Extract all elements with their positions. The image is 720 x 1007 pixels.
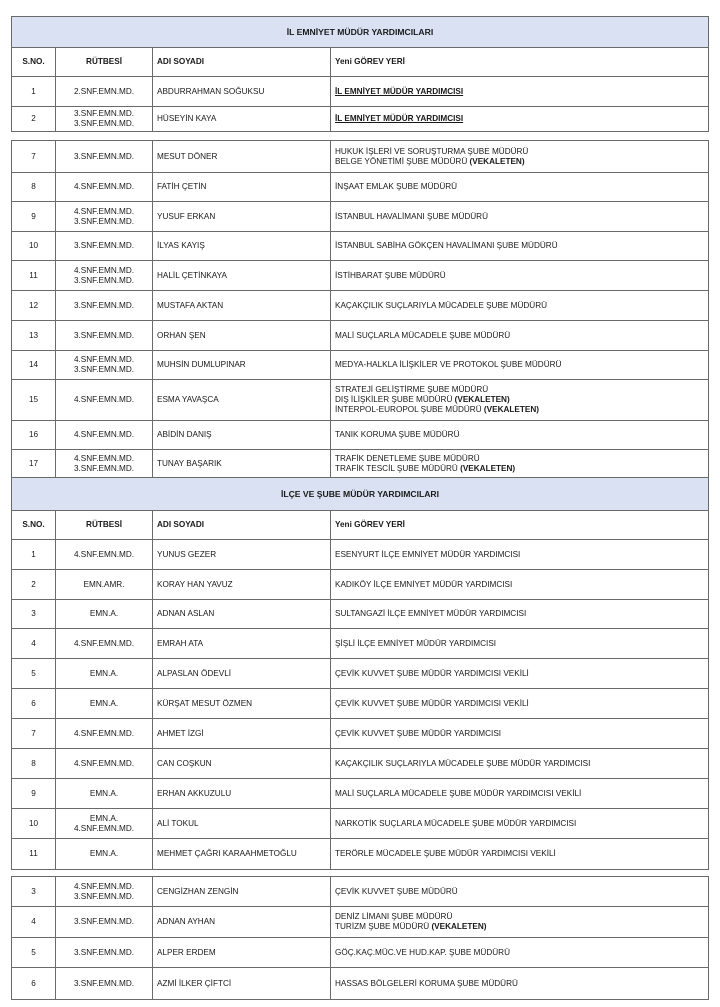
table-row (12, 202, 709, 232)
rank-line: 3.SNF.EMN.MD. (73, 917, 135, 926)
post-line (335, 360, 704, 370)
row-rank (56, 907, 153, 938)
row-name: AHMET İZGİ (153, 719, 331, 749)
post-line (335, 464, 704, 474)
row-name: ALİ TOKUL (153, 809, 331, 839)
row-post (331, 291, 709, 321)
table-row (12, 107, 709, 132)
rank-line: EMN.A. (89, 788, 119, 798)
table-row (12, 689, 709, 719)
rank-line: 3.SNF.EMN.MD. (73, 300, 135, 310)
header-name: ADI SOYADI (153, 511, 331, 540)
post-line (335, 271, 704, 281)
row-post (331, 261, 709, 291)
post-text: KAÇAKÇILIK SUÇLARIYLA MÜCADELE ŞUBE MÜDÜR YARDIMCISI (335, 758, 591, 768)
post-text: KADIKÖY İLÇE EMNİYET MÜDÜR YARDIMCISI (335, 579, 513, 589)
row-sno: 4 (12, 907, 56, 938)
row-sno: 3 (12, 877, 56, 907)
rank-line: 3.SNF.EMN.MD. (73, 119, 135, 128)
post-line (335, 212, 704, 222)
header-post: Yeni GÖREV YERİ (331, 48, 709, 77)
row-post (331, 659, 709, 689)
row-name: YUSUF ERKAN (153, 202, 331, 232)
rank-line: 3.SNF.EMN.MD. (73, 464, 135, 473)
row-rank (56, 968, 153, 1000)
rank-line: 3.SNF.EMN.MD. (73, 891, 135, 901)
post-line (335, 922, 704, 932)
post-text: TANIK KORUMA ŞUBE MÜDÜRÜ (335, 430, 460, 439)
row-name: MEHMET ÇAĞRI KARAAHMETOĞLU (153, 839, 331, 870)
rank-line: 4.SNF.EMN.MD. (73, 758, 135, 768)
row-rank (56, 719, 153, 749)
row-rank (56, 600, 153, 629)
rank-line: 2.SNF.EMN.MD. (73, 86, 135, 96)
row-rank (56, 839, 153, 870)
rank-line: 4.SNF.EMN.MD. (73, 638, 135, 648)
row-sno: 2 (12, 107, 56, 132)
post-line (335, 639, 704, 649)
acting-badge: (VEKALETEN) (454, 395, 510, 404)
acting-badge: (VEKALETEN) (460, 464, 516, 473)
post-text: İNŞAAT EMLAK ŞUBE MÜDÜRÜ (335, 182, 458, 191)
rank-line: 3.SNF.EMN.MD. (73, 330, 135, 340)
rank-line: EMN.A. (89, 849, 119, 858)
rank-line: 4.SNF.EMN.MD. (73, 355, 135, 364)
row-name: İLYAS KAYIŞ (153, 232, 331, 261)
table-row (12, 629, 709, 659)
header-sno: S.NO. (12, 511, 56, 540)
table-row (12, 261, 709, 291)
row-name: MESUT DÖNER (153, 141, 331, 173)
acting-badge: (VEKALETEN) (483, 405, 539, 414)
rank-line: EMN.A. (89, 609, 119, 618)
post-text: İNTERPOL-EUROPOL ŞUBE MÜDÜRÜ (335, 405, 484, 414)
post-line (335, 331, 704, 341)
post-text: ESENYURT İLÇE EMNİYET MÜDÜR YARDIMCISI (335, 549, 521, 559)
table-row (12, 380, 709, 421)
header-post: Yeni GÖREV YERİ (331, 511, 709, 540)
rank-line: 3.SNF.EMN.MD. (73, 109, 135, 118)
rank-line: 4.SNF.EMN.MD. (73, 881, 135, 891)
acting-badge: (VEKALETEN) (469, 156, 525, 166)
table-row (12, 659, 709, 689)
post-line (335, 430, 704, 440)
post-text: MEDYA-HALKLA İLİŞKİLER VE PROTOKOL ŞUBE MÜDÜRÜ (335, 360, 562, 369)
post-text: İSTİHBARAT ŞUBE MÜDÜRÜ (335, 270, 446, 280)
rank-line: 4.SNF.EMN.MD. (73, 454, 135, 463)
row-rank (56, 779, 153, 809)
row-rank (56, 321, 153, 351)
table-row (12, 173, 709, 202)
table-row (12, 232, 709, 261)
row-name: YUNUS GEZER (153, 540, 331, 570)
row-post (331, 570, 709, 600)
post-text: DIŞ İLİŞKİLER ŞUBE MÜDÜRÜ (335, 395, 455, 404)
post-text: ŞİŞLİ İLÇE EMNİYET MÜDÜR YARDIMCISI (335, 638, 497, 648)
row-rank (56, 659, 153, 689)
section-title: İLÇE VE ŞUBE MÜDÜR YARDIMCILARI (12, 478, 709, 511)
row-sno: 1 (12, 540, 56, 570)
row-rank (56, 351, 153, 380)
post-line (335, 669, 704, 679)
post-text: İSTANBUL SABİHA GÖKÇEN HAVALİMANI ŞUBE MÜDÜRÜ (335, 241, 558, 250)
table-row (12, 839, 709, 870)
row-name: ADNAN ASLAN (153, 600, 331, 629)
post-line (335, 147, 704, 157)
row-rank (56, 689, 153, 719)
row-post (331, 107, 709, 132)
post-line (335, 729, 704, 739)
row-post (331, 141, 709, 173)
row-rank (56, 380, 153, 421)
row-sno: 14 (12, 351, 56, 380)
post-text: BELGE YÖNETİMİ ŞUBE MÜDÜRÜ (335, 156, 470, 166)
row-sno: 10 (12, 232, 56, 261)
row-sno: 6 (12, 968, 56, 1000)
rank-line: EMN.A. (89, 668, 119, 678)
post-line (335, 241, 704, 251)
post-line (335, 699, 704, 709)
post-text: TERÖRLE MÜCADELE ŞUBE MÜDÜR YARDIMCISI VEKİLİ (335, 849, 556, 858)
row-rank (56, 570, 153, 600)
post-text: İSTANBUL HAVALİMANI ŞUBE MÜDÜRÜ (335, 211, 489, 221)
row-post (331, 749, 709, 779)
rank-line: 4.SNF.EMN.MD. (73, 430, 135, 439)
header-row (12, 511, 709, 540)
rank-line: 4.SNF.EMN.MD. (73, 182, 135, 191)
rank-line: 4.SNF.EMN.MD. (73, 395, 135, 404)
row-sno: 12 (12, 291, 56, 321)
post-text: ÇEVİK KUVVET ŞUBE MÜDÜR YARDIMCISI VEKİLİ (335, 668, 529, 678)
header-name: ADI SOYADI (153, 48, 331, 77)
ilce-sube-mudur-yardimcilari-table (11, 477, 709, 870)
sube-mudurleri-table-continued (11, 876, 709, 1000)
header-rank: RÜTBESİ (56, 48, 153, 77)
row-post (331, 202, 709, 232)
row-post (331, 77, 709, 107)
table-row (12, 877, 709, 907)
row-sno: 10 (12, 809, 56, 839)
row-name: ESMA YAVAŞCA (153, 380, 331, 421)
row-name: ABDURRAHMAN SOĞUKSU (153, 77, 331, 107)
section-title-row (12, 478, 709, 511)
table-row (12, 779, 709, 809)
post-line (335, 157, 704, 167)
post-text: İL EMNİYET MÜDÜR YARDIMCISI (335, 86, 464, 96)
row-sno: 3 (12, 600, 56, 629)
header-sno: S.NO. (12, 48, 56, 77)
post-text: KAÇAKÇILIK SUÇLARIYLA MÜCADELE ŞUBE MÜDÜRÜ (335, 300, 548, 310)
post-text: İL EMNİYET MÜDÜR YARDIMCISI (335, 114, 464, 123)
row-post (331, 351, 709, 380)
row-name: FATİH ÇETİN (153, 173, 331, 202)
row-sno: 11 (12, 839, 56, 870)
row-sno: 15 (12, 380, 56, 421)
post-text: MALİ SUÇLARLA MÜCADELE ŞUBE MÜDÜR YARDIMCISI VEKİLİ (335, 788, 582, 798)
row-sno: 13 (12, 321, 56, 351)
row-rank (56, 261, 153, 291)
post-text: TURİZM ŞUBE MÜDÜRÜ (335, 922, 432, 931)
row-rank (56, 450, 153, 479)
post-text: STRATEJİ GELİŞTİRME ŞUBE MÜDÜRÜ (335, 385, 489, 394)
table-row (12, 421, 709, 450)
row-post (331, 450, 709, 479)
post-text: MALİ SUÇLARLA MÜCADELE ŞUBE MÜDÜRÜ (335, 330, 511, 340)
post-line (335, 580, 704, 590)
table-row (12, 749, 709, 779)
rank-line: 4.SNF.EMN.MD. (73, 206, 135, 216)
row-rank (56, 809, 153, 839)
table-row (12, 540, 709, 570)
post-line (335, 609, 704, 619)
post-line (335, 405, 704, 415)
row-name: ADNAN AYHAN (153, 907, 331, 938)
row-post (331, 877, 709, 907)
post-text: ÇEVİK KUVVET ŞUBE MÜDÜR YARDIMCISI (335, 728, 502, 738)
post-line (335, 454, 704, 464)
row-rank (56, 421, 153, 450)
row-sno: 8 (12, 173, 56, 202)
post-line (335, 819, 704, 829)
row-sno: 9 (12, 202, 56, 232)
post-text: DENİZ LİMANI ŞUBE MÜDÜRÜ (335, 912, 453, 921)
post-text: TRAFİK TESCİL ŞUBE MÜDÜRÜ (335, 464, 461, 473)
row-name: AZMİ İLKER ÇİFTCİ (153, 968, 331, 1000)
row-name: HÜSEYİN KAYA (153, 107, 331, 132)
row-sno: 11 (12, 261, 56, 291)
row-sno: 8 (12, 749, 56, 779)
post-line (335, 912, 704, 922)
row-sno: 2 (12, 570, 56, 600)
row-post (331, 421, 709, 450)
post-line (335, 979, 704, 989)
header-rank: RÜTBESİ (56, 511, 153, 540)
row-name: EMRAH ATA (153, 629, 331, 659)
row-sno: 7 (12, 141, 56, 173)
row-name: MUHSİN DUMLUPINAR (153, 351, 331, 380)
table-row (12, 351, 709, 380)
row-rank (56, 77, 153, 107)
row-post (331, 968, 709, 1000)
row-post (331, 689, 709, 719)
table-row (12, 450, 709, 479)
row-rank (56, 232, 153, 261)
post-text: HASSAS BÖLGELERİ KORUMA ŞUBE MÜDÜRÜ (335, 978, 518, 988)
post-line (335, 789, 704, 799)
il-sube-mudurleri-table (11, 140, 709, 479)
row-post (331, 232, 709, 261)
table-row (12, 77, 709, 107)
row-sno: 9 (12, 779, 56, 809)
rank-line: 3.SNF.EMN.MD. (73, 216, 135, 226)
rank-line: EMN.AMR. (83, 579, 125, 589)
row-post (331, 779, 709, 809)
row-post (331, 600, 709, 629)
post-line (335, 550, 704, 560)
row-name: MUSTAFA AKTAN (153, 291, 331, 321)
section-title-row (12, 17, 709, 48)
row-sno: 16 (12, 421, 56, 450)
table-row (12, 968, 709, 1000)
row-name: KÜRŞAT MESUT ÖZMEN (153, 689, 331, 719)
row-name: ERHAN AKKUZULU (153, 779, 331, 809)
row-post (331, 629, 709, 659)
row-post (331, 907, 709, 938)
acting-badge: (VEKALETEN) (431, 922, 487, 931)
rank-line: EMN.A. (89, 813, 119, 823)
row-post (331, 321, 709, 351)
post-line (335, 114, 704, 124)
rank-line: 3.SNF.EMN.MD. (73, 365, 135, 374)
table-row (12, 291, 709, 321)
rank-line: 4.SNF.EMN.MD. (73, 728, 135, 738)
table-row (12, 938, 709, 968)
row-post (331, 809, 709, 839)
row-rank (56, 938, 153, 968)
row-sno: 1 (12, 77, 56, 107)
row-sno: 17 (12, 450, 56, 479)
post-line (335, 87, 704, 97)
post-line (335, 849, 704, 859)
post-text: SULTANGAZİ İLÇE EMNİYET MÜDÜR YARDIMCISI (335, 609, 527, 618)
row-sno: 5 (12, 938, 56, 968)
rank-line: 3.SNF.EMN.MD. (73, 978, 135, 988)
row-rank (56, 202, 153, 232)
row-rank (56, 629, 153, 659)
rank-line: 4.SNF.EMN.MD. (73, 265, 135, 275)
row-rank (56, 107, 153, 132)
row-rank (56, 540, 153, 570)
row-post (331, 938, 709, 968)
row-sno: 5 (12, 659, 56, 689)
header-row (12, 48, 709, 77)
post-text: HUKUK İŞLERİ VE SORUŞTURMA ŞUBE MÜDÜRÜ (335, 146, 529, 156)
table-row (12, 809, 709, 839)
row-rank (56, 141, 153, 173)
row-name: CAN COŞKUN (153, 749, 331, 779)
post-text: GÖÇ.KAÇ.MÜC.VE HUD.KAP. ŞUBE MÜDÜRÜ (335, 947, 510, 957)
row-name: CENGİZHAN ZENGİN (153, 877, 331, 907)
row-name: KORAY HAN YAVUZ (153, 570, 331, 600)
rank-line: 3.SNF.EMN.MD. (73, 275, 135, 285)
post-line (335, 887, 704, 897)
row-rank (56, 877, 153, 907)
post-line (335, 395, 704, 405)
table-row (12, 321, 709, 351)
row-sno: 4 (12, 629, 56, 659)
rank-line: EMN.A. (89, 698, 119, 708)
table-row (12, 907, 709, 938)
table-row (12, 141, 709, 173)
row-name: ABİDİN DANIŞ (153, 421, 331, 450)
row-name: HALİL ÇETİNKAYA (153, 261, 331, 291)
table-row (12, 600, 709, 629)
il-mudur-yardimcilari-table (11, 16, 709, 132)
post-line (335, 948, 704, 958)
row-post (331, 540, 709, 570)
row-name: ALPASLAN ÖDEVLİ (153, 659, 331, 689)
table-row (12, 570, 709, 600)
post-line (335, 759, 704, 769)
row-post (331, 380, 709, 421)
post-line (335, 182, 704, 192)
rank-line: 3.SNF.EMN.MD. (73, 241, 135, 250)
rank-line: 3.SNF.EMN.MD. (73, 151, 135, 161)
post-line (335, 385, 704, 395)
row-sno: 7 (12, 719, 56, 749)
table-row (12, 719, 709, 749)
post-text: ÇEVİK KUVVET ŞUBE MÜDÜR YARDIMCISI VEKİLİ (335, 698, 529, 708)
rank-line: 4.SNF.EMN.MD. (73, 823, 135, 833)
rank-line: 3.SNF.EMN.MD. (73, 947, 135, 957)
row-name: TUNAY BAŞARIK (153, 450, 331, 479)
row-rank (56, 173, 153, 202)
post-text: NARKOTİK SUÇLARLA MÜCADELE ŞUBE MÜDÜR YARDIMCISI (335, 818, 577, 828)
post-line (335, 301, 704, 311)
row-post (331, 839, 709, 870)
post-text: ÇEVİK KUVVET ŞUBE MÜDÜRÜ (335, 886, 458, 896)
row-rank (56, 749, 153, 779)
rank-line: 4.SNF.EMN.MD. (73, 549, 135, 559)
section-title: İL EMNİYET MÜDÜR YARDIMCILARI (12, 17, 709, 48)
post-text: TRAFİK DENETLEME ŞUBE MÜDÜRÜ (335, 454, 480, 463)
row-rank (56, 291, 153, 321)
row-post (331, 173, 709, 202)
row-name: ORHAN ŞEN (153, 321, 331, 351)
row-sno: 6 (12, 689, 56, 719)
row-post (331, 719, 709, 749)
row-name: ALPER ERDEM (153, 938, 331, 968)
